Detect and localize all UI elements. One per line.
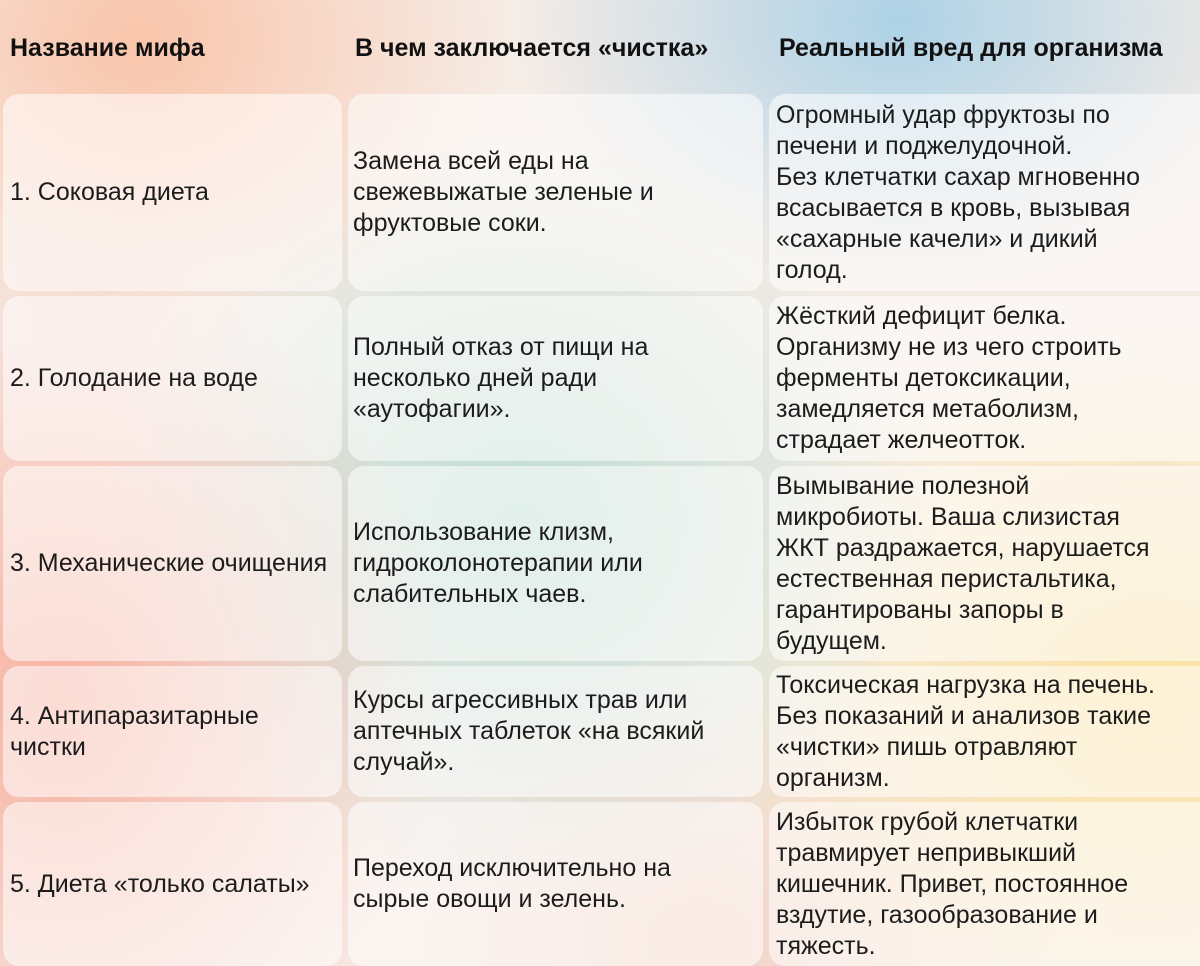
myth-name: 1. Соковая диета bbox=[10, 178, 209, 206]
myth-name-cell bbox=[3, 466, 342, 661]
real-harm: Огромный удар фруктозы по печени и поджелудочной. Без клетчатки сахар мгновенно всасывается в кровь, вызывая «сахарные качели» и дикий голод. bbox=[776, 100, 1140, 284]
table-row bbox=[0, 466, 1200, 661]
real-harm-cell bbox=[769, 802, 1200, 966]
table-row bbox=[0, 296, 1200, 461]
table-row bbox=[0, 666, 1200, 797]
myth-name-cell bbox=[3, 94, 342, 291]
table-header bbox=[0, 28, 1200, 72]
real-harm: Жёсткий дефицит белка. Организму не из чего строить ферменты детоксикации, замедляется метаболизм, страдает желчеотток. bbox=[776, 302, 1122, 454]
real-harm: Вымывание полезной микробиоты. Ваша слизистая ЖКТ раздражается, нарушается естественная перистальтика, гарантированы запоры в будущем. bbox=[776, 471, 1150, 655]
real-harm: Избыток грубой клетчатки травмирует непривыкший кишечник. Привет, постоянное вздутие, газообразование и тяжесть. bbox=[776, 807, 1129, 960]
myth-name: 3. Механические очищения bbox=[10, 549, 328, 577]
cleanse-description-cell bbox=[348, 666, 763, 797]
cleanse-description-cell bbox=[348, 466, 763, 661]
header-myth-name: Название мифа bbox=[10, 34, 205, 62]
cleanse-description-cell bbox=[348, 802, 763, 966]
real-harm-cell bbox=[769, 94, 1200, 291]
header-real-harm: Реальный вред для организма bbox=[779, 34, 1163, 62]
myth-name: 2. Голодание на воде bbox=[10, 364, 258, 392]
real-harm-cell bbox=[769, 666, 1200, 797]
table-row bbox=[0, 94, 1200, 291]
cleanse-description-cell bbox=[348, 296, 763, 461]
header-cleanse-description: В чем заключается «чистка» bbox=[355, 34, 709, 62]
myth-name-cell bbox=[3, 666, 342, 797]
real-harm-cell bbox=[769, 466, 1200, 661]
cleanse-description: Полный отказ от пищи на несколько дней ради «аутофагии». bbox=[353, 333, 649, 423]
cleanse-description: Использование клизм, гидроколонотерапии или слабительных чаев. bbox=[353, 518, 643, 608]
real-harm: Токсическая нагрузка на печень. Без показаний и анализов такие «чистки» пишь отравляют организм. bbox=[776, 670, 1155, 792]
myth-name: 5. Диета «только салаты» bbox=[10, 869, 310, 898]
cleanse-description: Переход исключительно на сырые овощи и зелень. bbox=[353, 854, 671, 913]
real-harm-cell bbox=[769, 296, 1200, 461]
cleanse-description: Замена всей еды на свежевыжатые зеленые и фруктовые соки. bbox=[353, 147, 654, 237]
cleanse-description: Курсы агрессивных трав или аптечных таблеток «на всякий случай». bbox=[353, 686, 705, 776]
myth-name: 4. Антипаразитарные чистки bbox=[10, 701, 259, 761]
cleanse-description-cell bbox=[348, 94, 763, 291]
table-row bbox=[0, 802, 1200, 966]
myth-name-cell bbox=[3, 802, 342, 966]
myth-name-cell bbox=[3, 296, 342, 461]
